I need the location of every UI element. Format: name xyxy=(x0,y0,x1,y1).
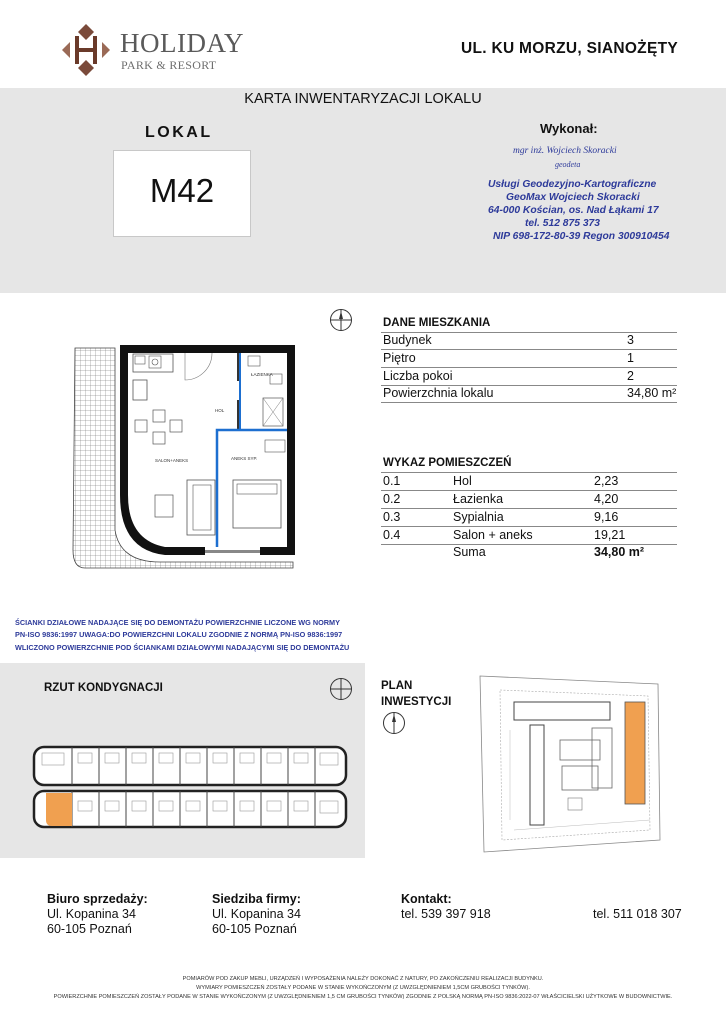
contractor-name: mgr inż. Wojciech Skoracki xyxy=(513,146,617,156)
fine-print: WYMIARY POMIESZCZEŃ ZOSTAŁY PODANE W STANIE WYKOŃCZONYM (Z UWZGLĘDNIENIEM 1,5CM GRUBOŚCI TYNKÓW). xyxy=(196,985,530,991)
logo-name: HOLIDAY xyxy=(120,28,244,58)
note-line: WLICZONO POWIERZCHNIE POD ŚCIANKAMI DZIAŁOWYMI NADAJĄCYMI SIĘ DO DEMONTAŻU xyxy=(15,642,350,652)
investment-plan-label xyxy=(381,678,451,710)
firm-line: GeoMax Wojciech Skoracki xyxy=(506,192,640,203)
logo-subtitle: PARK & RESORT xyxy=(121,58,217,72)
room-name: Hol xyxy=(453,474,472,488)
room-name: Salon + aneks xyxy=(453,528,533,542)
fine-print: POMIARÓW POD ZAKUP MEBLI, URZĄDZEŃ I WYPOSAŻENIA NALEŻY DOKONAĆ Z NATURY, PO ZAKOŃCZENIU REALIZACJI BUDYNKU. xyxy=(182,976,544,982)
lokal-label: LOKAL xyxy=(145,124,213,141)
site-plan xyxy=(470,670,670,858)
apt-row-label: Piętro xyxy=(383,351,416,365)
north-arrow-icon xyxy=(383,712,405,734)
apt-row-value: 3 xyxy=(627,333,634,347)
firm-line: NIP 698-172-80-39 Regon 300910454 xyxy=(493,231,670,242)
headquarters-line: Ul. Kopanina 34 xyxy=(212,907,301,921)
sales-office-title: Biuro sprzedaży: xyxy=(47,892,148,906)
firm-line: 64-000 Kościan, os. Nad Łąkami 17 xyxy=(488,205,659,216)
apt-row-label: Powierzchnia lokalu xyxy=(383,386,494,400)
fine-print: POWIERZCHNIE POMIESZCZEŃ ZOSTAŁY PODANE W STANIE WYKOŃCZONYM (Z UWZGLĘDNIENIEM 1,5 CM GRUBOŚCI TYNKÓW) ZGODNIE Z POLSKĄ NORMĄ PN-ISO 9836:2022-07 WŁAŚCICIELSKI UŻYTKOWE W BUDOWNICTWIE. xyxy=(53,994,673,1000)
firm-line: Usługi Geodezyjno-Kartograficzne xyxy=(488,179,657,190)
contact-title: Kontakt: xyxy=(401,892,452,906)
room-name: Łazienka xyxy=(453,492,504,506)
logo-mark xyxy=(58,22,114,78)
room-area: 19,21 xyxy=(594,528,626,542)
room-no: 0.1 xyxy=(383,474,401,488)
lokal-code: M42 xyxy=(149,172,215,209)
label-sypialnia: ANEKS SYP. xyxy=(231,456,258,461)
room-area: 9,16 xyxy=(594,510,619,524)
sales-office-line: 60-105 Poznań xyxy=(47,922,132,936)
apt-row-value: 1 xyxy=(627,351,634,365)
room-area: 2,23 xyxy=(594,474,619,488)
headquarters-title: Siedziba firmy: xyxy=(212,892,301,906)
apartment-heading: DANE MIESZKANIA xyxy=(383,317,491,329)
firm-line: tel. 512 875 373 xyxy=(525,218,600,229)
demolition-note xyxy=(15,617,349,654)
highlighted-building xyxy=(625,702,645,804)
rooms-sum-label: Suma xyxy=(453,545,486,559)
apt-row-label: Budynek xyxy=(383,333,432,347)
label-hol: HOL xyxy=(215,408,225,413)
headquarters-line: 60-105 Poznań xyxy=(212,922,297,936)
rooms-sum-value: 34,80 m² xyxy=(594,545,645,559)
plan-label-line: INWESTYCJI xyxy=(381,696,452,708)
label-lazienka: ŁAZIENKA xyxy=(251,372,273,377)
north-arrow-icon xyxy=(330,309,352,331)
plan-label-line: PLAN xyxy=(381,680,413,692)
apt-row-value: 34,80 m² xyxy=(627,386,677,400)
contractor-heading: Wykonał: xyxy=(540,121,598,136)
room-name: Sypialnia xyxy=(453,510,504,524)
room-no: 0.4 xyxy=(383,528,401,542)
room-area: 4,20 xyxy=(594,492,619,506)
sales-office-line: Ul. Kopanina 34 xyxy=(47,907,136,921)
room-no: 0.2 xyxy=(383,492,401,506)
note-line: PN-ISO 9836:1997 UWAGA:DO POWIERZCHNI LOKALU ZGODNIE Z NORMĄ PN-ISO 9836:1997 xyxy=(15,630,343,640)
label-salon: SALON+ANEKS xyxy=(155,458,189,463)
contact-phone-1[interactable]: tel. 539 397 918 xyxy=(401,907,491,921)
highlighted-unit xyxy=(46,793,72,826)
room-no: 0.3 xyxy=(383,510,401,524)
floor-plan xyxy=(65,340,305,572)
rooms-heading: WYKAZ POMIESZCZEŃ xyxy=(383,457,512,469)
apt-row-value: 2 xyxy=(627,369,634,383)
apt-row-label: Liczba pokoi xyxy=(383,369,453,383)
card-title: KARTA INWENTARYZACJI LOKALU xyxy=(244,91,482,107)
contact-phone-2[interactable]: tel. 511 018 307 xyxy=(593,907,682,921)
note-line: ŚCIANKI DZIAŁOWE NADAJĄCE SIĘ DO DEMONTAŻU POWIERZCHNIE LICZONE WG NORMY xyxy=(15,618,340,627)
floor-overview-plan xyxy=(32,745,348,830)
contractor-title: geodeta xyxy=(555,160,581,169)
address: UL. KU MORZU, SIANOŻĘTY xyxy=(460,40,678,57)
north-arrow-icon xyxy=(330,678,352,700)
floor-overview-label: RZUT KONDYGNACJI xyxy=(44,682,163,694)
